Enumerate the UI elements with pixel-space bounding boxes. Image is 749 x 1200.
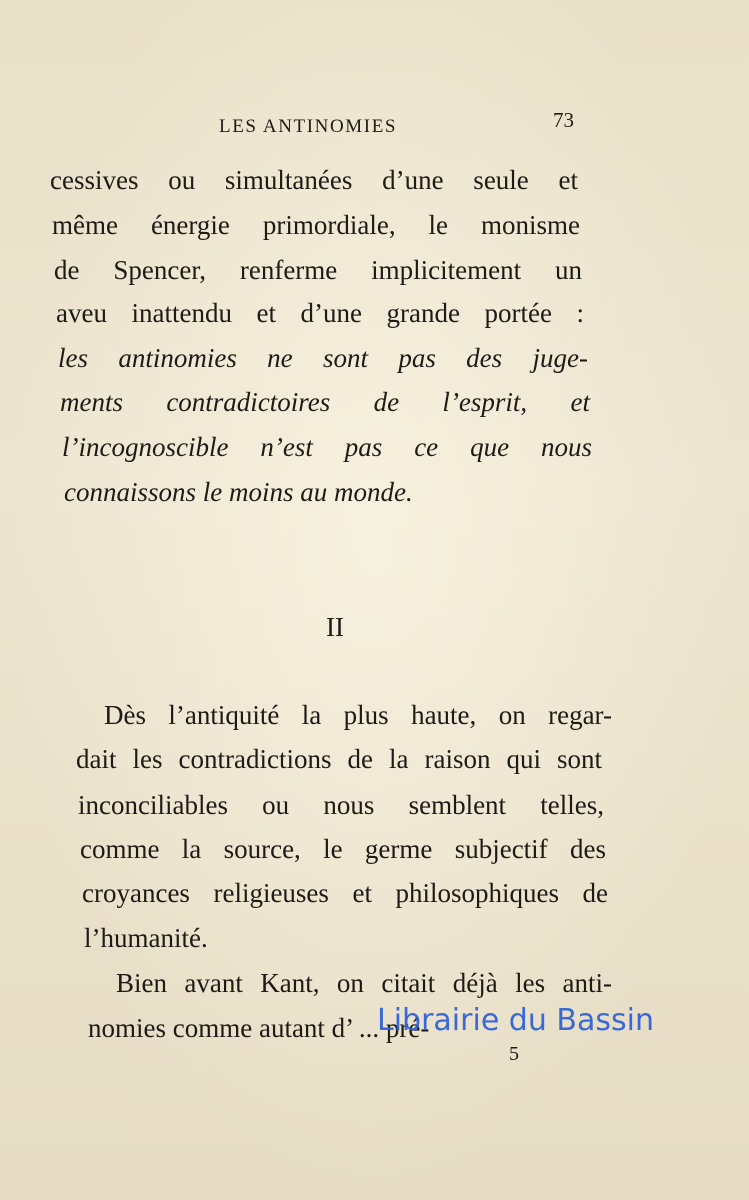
section-numeral: II — [326, 612, 344, 642]
page-header — [0, 108, 749, 148]
running-head: LES ANTINOMIES — [219, 116, 398, 137]
text-line: inconciliables ou nous semblent telles, — [78, 790, 604, 820]
italic-text-line: connaissons le moins au monde. — [64, 477, 413, 507]
text-line: croyances religieuses et philosophiques de — [82, 878, 608, 908]
text-line: Dès l’antiquité la plus haute, on regar- — [104, 700, 612, 730]
text-line: comme la source, le germe subjectif des — [80, 834, 606, 864]
italic-text-line: les antinomies ne sont pas des juge- — [58, 343, 588, 373]
text-line: même énergie primordiale, le monisme — [52, 210, 580, 240]
bookshop-watermark: Librairie du Bassin — [377, 1003, 654, 1038]
text-line: l’humanité. — [84, 923, 208, 953]
signature-mark: 5 — [509, 1043, 519, 1065]
italic-text-line: l’incognoscible n’est pas ce que nous — [62, 432, 592, 462]
page-number: 73 — [553, 108, 574, 132]
text-line: dait les contradictions de la raison qui sont — [76, 744, 602, 774]
text-line: aveu inattendu et d’une grande portée : — [56, 298, 584, 328]
text-line: Bien avant Kant, on citait déjà les anti- — [116, 968, 612, 998]
text-line: nomies comme autant d’ ... pré- — [88, 1013, 430, 1043]
text-line: de Spencer, renferme implicitement un — [54, 255, 582, 285]
text-line: cessives ou simultanées d’une seule et — [50, 165, 578, 195]
italic-text-line: ments contradictoires de l’esprit, et — [60, 387, 590, 417]
